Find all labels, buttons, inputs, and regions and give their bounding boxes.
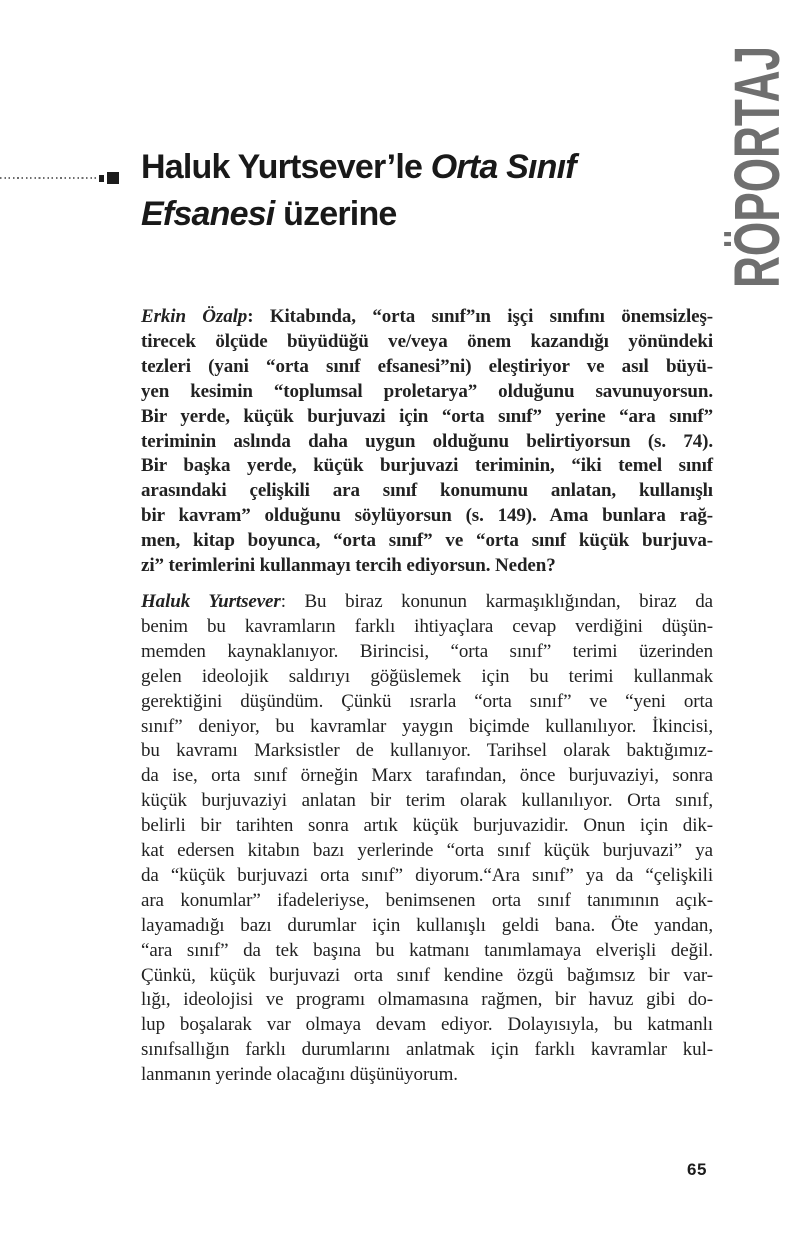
article-body [141, 305, 713, 1088]
text-line: Erkin Özalp: Kitabında, “orta sınıf”ın işçi sınıfını önemsizleş- [141, 306, 713, 327]
text-line: küçük burjuvaziyi anlatan bir terim olarak kullanılıyor. Orta sınıf, [141, 790, 713, 812]
text-line: kat edersen kitabın bazı yerlerinde “orta sınıf küçük burjuvazi” ya [141, 840, 713, 862]
section-label-roportaj: RÖPORTAJ [721, 45, 793, 288]
dotted-rule-icon [0, 177, 97, 179]
text-line: memden kaynaklanıyor. Birincisi, “orta sınıf” terimi üzerinden [141, 640, 713, 662]
text-line: da ise, orta sınıf örneğin Marx tarafından, önce burjuvaziyi, sonra [141, 765, 713, 787]
text-line: men, kitap boyunca, “orta sınıf” ve “orta sınıf küçük burjuva- [141, 530, 713, 552]
title-line2-regular: üzerine [274, 195, 397, 233]
text-line: lup boşalarak var olmaya devam ediyor. Dolayısıyla, bu katmanlı [141, 1014, 713, 1036]
text-line: Bir başka yerde, küçük burjuvazi teriminin, “iki temel sınıf [141, 455, 713, 477]
text-line: belirli bir tarihten sonra artık küçük burjuvazidir. Onun için dik- [141, 815, 713, 837]
text-line: Çünkü, küçük burjuvazi orta sınıf kendine özgü bağımsız bir var- [141, 964, 713, 986]
page-title [141, 144, 701, 238]
text-line: arasındaki çelişkili ara sınıf konumunu anlatan, kullanışlı [141, 480, 713, 502]
speaker-name: Haluk Yurtsever [141, 590, 281, 612]
title-line1-regular: Haluk Yurtsever’le [141, 148, 431, 186]
text-line: benim bu kavramların farklı ihtiyaçlara cevap verdiğini düşün- [141, 615, 713, 637]
text-line: layamadığı bazı durumlar için kullanışlı geldi bana. Öte yandan, [141, 914, 713, 936]
text-line: teriminin aslında daha uygun olduğunu belirtiyorsun (s. 74). [141, 430, 713, 452]
text-line: ara konumlar” ifadeleriyse, benimsenen orta sınıf tanımının açık- [141, 889, 713, 911]
title-line2-italic: Efsanesi [141, 195, 275, 233]
speaker-name: Erkin Özalp [141, 306, 248, 327]
paragraph [141, 590, 713, 1088]
text-line: tirecek ölçüde büyüdüğü ve/veya önem kazandığı yönündeki [141, 330, 713, 352]
text-line: “ara sınıf” da tek başına bu katmanı tanımlamaya elverişli değil. [141, 939, 713, 961]
title-line1-italic: Orta Sınıf [430, 148, 576, 186]
text-line: yen kesimin “toplumsal proletarya” olduğunu savunuyorsun. [141, 380, 713, 402]
text-line: bir kavram” olduğunu söylüyorsun (s. 149). Ama bunlara rağ- [141, 505, 713, 527]
small-square-icon [99, 175, 104, 182]
text-line: tezleri (yani “orta sınıf efsanesi”ni) eleştiriyor ve asıl büyü- [141, 355, 713, 377]
text-line: Haluk Yurtsever: Bu biraz konunun karmaşıklığından, biraz da [141, 590, 713, 612]
paragraph [141, 305, 713, 579]
text-line: sınıfsallığın farklı durumlarını anlatmak için farklı kavramlar kul- [141, 1039, 713, 1061]
text-line: sınıf” deniyor, bu kavramlar yaygın biçimde kullanılıyor. İkincisi, [141, 715, 713, 737]
text-line: gelen ideolojik saldırıyı göğüslemek için bu terimi kullanmak [141, 665, 713, 687]
text-line: Bir yerde, küçük burjuvazi için “orta sınıf” yerine “ara sınıf” [141, 405, 713, 427]
text-line: bu kavramı Marksistler de kullanıyor. Tarihsel olarak baktığımız- [141, 740, 713, 762]
page-number: 65 [687, 1160, 707, 1179]
text-line: gerektiğini düşündüm. Çünkü ısrarla “orta sınıf” ve “yeni orta [141, 690, 713, 712]
text-line: da “küçük burjuvazi orta sınıf” diyorum.“Ara sınıf” ya da “çelişkili [141, 864, 713, 886]
text-line: zi” terimlerini kullanmayı tercih ediyorsun. Neden? [141, 555, 556, 577]
text-line: lığı, ideolojisi ve programı olmamasına rağmen, bir havuz gibi do- [141, 989, 713, 1011]
large-square-icon [107, 172, 119, 184]
text-line: lanmanın yerinde olacağını düşünüyorum. [141, 1064, 458, 1086]
